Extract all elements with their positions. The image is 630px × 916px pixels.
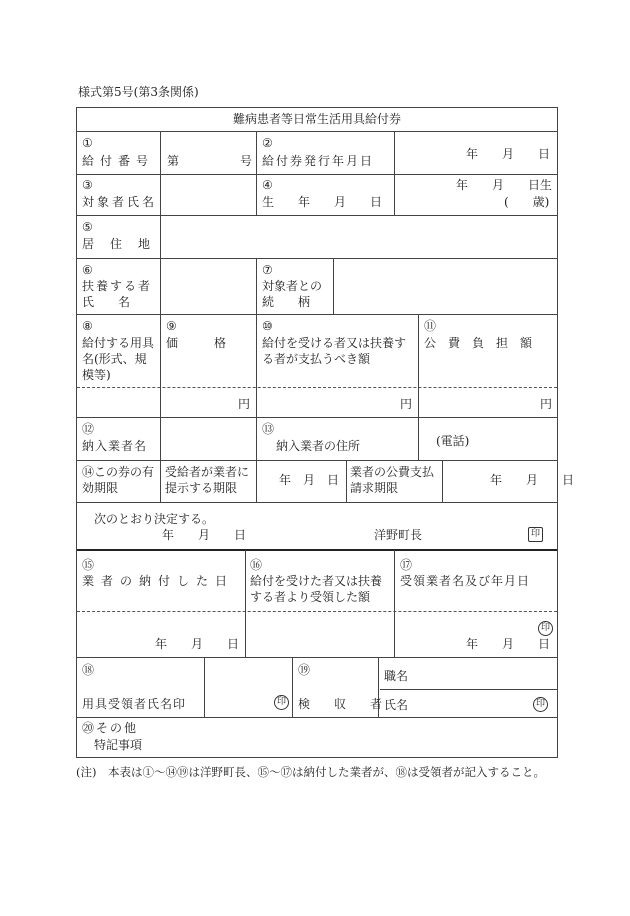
field-14-label-line2: 効期限 [82, 481, 119, 495]
field-12-label: 納入業者名 [82, 439, 148, 453]
field-9-label: 価 格 [166, 336, 227, 350]
field-17-number: ⑰ [400, 558, 413, 572]
field-3-number: ③ [82, 178, 93, 192]
field-19-label: 検 収 者 [298, 697, 383, 711]
field-19-number: ⑲ [298, 663, 311, 677]
field-3-label: 対象者氏名 [82, 195, 158, 209]
field-13-phone[interactable]: (電話) [436, 434, 470, 448]
field-1-number: ① [82, 136, 93, 150]
field-16-number: ⑯ [250, 558, 263, 572]
field-11-label: 公 費 負 担 額 [424, 336, 533, 350]
field-17-label: 受領業者名及び年月日 [400, 574, 531, 588]
field-6-label-line2: 氏 名 [82, 295, 131, 309]
field-8-input[interactable] [78, 390, 158, 415]
field-15-date[interactable]: 年 月 日 [155, 637, 240, 651]
field-13-number: ⑬ [262, 422, 275, 436]
field-4-number: ④ [262, 178, 273, 192]
field-1-label: 給付番号 [82, 154, 155, 168]
field-6-label-line1: 扶養する者 [82, 279, 153, 293]
decision-date[interactable]: 年 月 日 [162, 528, 247, 542]
billing-period-date[interactable]: 年 月 日 [490, 473, 575, 487]
present-period-date[interactable]: 年 月 日 [279, 473, 340, 487]
field-2-number: ② [262, 136, 273, 150]
field-16-label-line1: 給付を受けた者又は扶養 [250, 574, 383, 588]
field-9-number: ⑨ [166, 319, 177, 333]
field-1-value-prefix: 第 [167, 154, 180, 168]
field-5-label: 居住地 [82, 237, 167, 251]
field-10-label-line2: る者が支払うべき額 [262, 352, 371, 366]
billing-period-line1: 業者の公費支払 [350, 465, 435, 479]
field-9-unit[interactable]: 円 [238, 397, 251, 411]
field-6-number: ⑥ [82, 263, 93, 277]
field-3-input[interactable] [162, 176, 254, 213]
field-16-input[interactable] [247, 614, 392, 655]
field-5-number: ⑤ [82, 220, 93, 234]
field-10-number: ⑩ [262, 319, 273, 333]
field-18-number: ⑱ [82, 663, 95, 677]
field-20-label-line1: ⑳その他 [82, 721, 139, 735]
decision-text: 次のとおり決定する。 [94, 512, 215, 526]
field-12-number: ⑫ [82, 422, 95, 436]
form-title: 難病患者等日常生活用具給付券 [232, 112, 401, 126]
field-16-label-line2: する者より受領した額 [250, 590, 371, 604]
mayor-label: 洋野町長 [374, 528, 423, 542]
field-14-label-line1: ⑭この券の有 [82, 465, 155, 479]
field-7-label-line2: 続 柄 [262, 295, 311, 309]
field-10-label-line1: 給付を受ける者又は扶養す [262, 336, 407, 350]
field-1-value-suffix: 号 [240, 154, 253, 168]
form-number: 様式第5号(第3条関係) [78, 85, 199, 99]
field-11-number: ⑪ [424, 319, 437, 333]
field-15-label: 業者の納付した日 [82, 574, 235, 588]
mayor-seal-icon: 印 [528, 527, 543, 542]
field-2-date[interactable]: 年 月 日 [466, 147, 551, 161]
present-period-line1: 受給者が業者に [165, 465, 250, 479]
field-1-input[interactable] [180, 148, 236, 168]
field-20-label-line2: 特記事項 [94, 738, 143, 752]
field-18-seal-icon: 印 [274, 695, 289, 710]
field-4-date[interactable]: 年 月 日生 [456, 178, 553, 192]
field-2-label: 給付券発行年月日 [262, 154, 375, 168]
field-20-input[interactable] [160, 719, 555, 755]
field-8-label-line3: 模等) [82, 368, 111, 382]
field-4-age[interactable]: ( 歳) [504, 195, 550, 209]
field-13-label: 納入業者の住所 [276, 439, 361, 453]
field-10-unit[interactable]: 円 [400, 397, 413, 411]
billing-period-line2: 請求期限 [350, 481, 399, 495]
field-8-label-line2: 名(形式、規 [82, 352, 147, 366]
field-18-label: 用具受領者氏名印 [82, 697, 187, 711]
field-5-input[interactable] [162, 217, 555, 256]
field-17-date[interactable]: 年 月 日 [466, 637, 551, 651]
field-4-label: 生 年 月 日 [262, 195, 383, 209]
inspector-job-title[interactable]: 職名 [384, 669, 409, 683]
field-17-seal-icon: 印 [538, 621, 553, 636]
field-7-label-line1: 対象者との [262, 279, 323, 293]
footnote: (注) 本表は①〜⑭⑲は洋野町長、⑮〜⑰は納付した業者が、⑱は受領者が記入すること。 [76, 765, 545, 779]
field-8-number: ⑧ [82, 319, 93, 333]
field-12-input[interactable] [162, 419, 254, 458]
field-11-unit[interactable]: 円 [540, 397, 553, 411]
field-8-label-line1: 給付する用具 [82, 336, 155, 350]
field-19-seal-icon: 印 [533, 697, 548, 712]
present-period-line2: 提示する期限 [165, 481, 238, 495]
inspector-name[interactable]: 氏名 [384, 698, 409, 712]
field-7-number: ⑦ [262, 263, 273, 277]
field-7-input[interactable] [335, 260, 555, 312]
field-6-input[interactable] [162, 260, 254, 312]
field-15-number: ⑮ [82, 558, 95, 572]
